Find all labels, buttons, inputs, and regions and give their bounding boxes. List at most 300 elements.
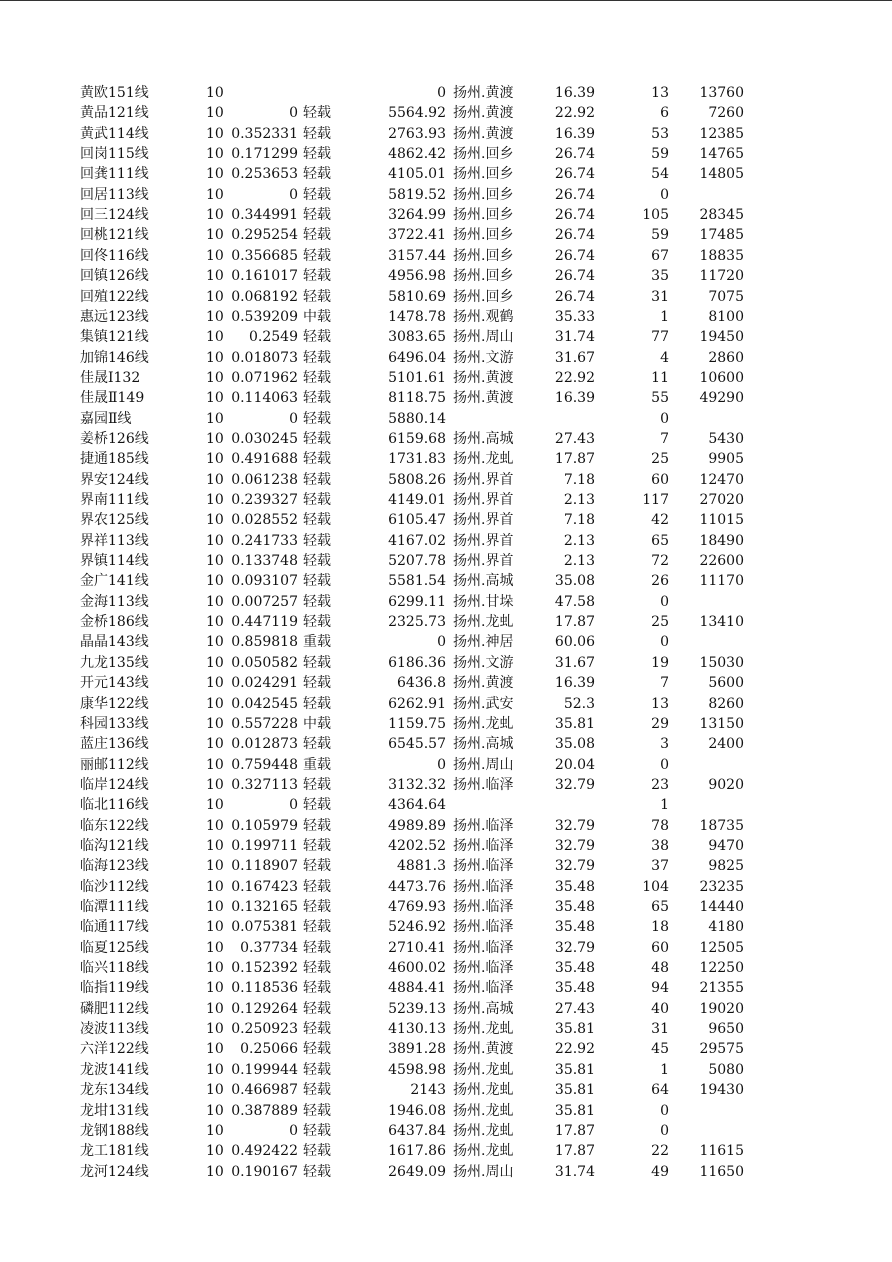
voltage-cell: 10 [206,512,224,529]
available-capacity-cell: 3083.65 [388,329,446,346]
load-rate-cell: 0.161017 [231,268,298,285]
table-row [0,632,892,652]
load-rate-cell: 0.387889 [231,1102,298,1119]
available-capacity-cell: 6299.11 [388,593,446,610]
table-row [0,470,892,490]
load-status-cell: 轻载 [303,899,331,915]
capacity-kva-cell: 7260 [708,105,744,122]
voltage-cell: 10 [206,125,224,142]
load-status-cell: 轻载 [303,675,331,692]
substation-cell: 扬州.龙虬 [453,614,514,631]
capacity-kva-cell: 29575 [699,1041,744,1058]
voltage-cell: 10 [206,1102,224,1119]
table-row [0,877,892,897]
transformer-count-cell: 0 [660,410,669,427]
distance-cell: 35.33 [554,308,595,325]
available-capacity-cell: 2763.93 [388,125,446,142]
table-row [0,836,892,856]
line-name-cell: 临通117线 [80,919,149,936]
load-status-cell [303,83,339,103]
table-row [0,1162,892,1182]
load-rate-cell: 0.327113 [231,776,298,793]
voltage-cell: 10 [206,186,224,203]
transformer-count-cell: 54 [651,166,669,183]
line-name-cell: 科园133线 [80,715,149,732]
line-name-cell: 界农125线 [80,512,149,529]
load-status-cell: 轻载 [303,878,331,895]
load-status-cell: 轻载 [303,288,331,305]
table-row [0,1121,892,1141]
distance-cell: 26.74 [554,268,595,285]
load-rate-cell: 0.491688 [231,451,298,468]
table-row [0,164,892,184]
capacity-kva-cell: 5600 [708,675,744,692]
available-capacity-cell: 5880.14 [388,410,446,427]
table-row [0,755,892,775]
load-rate-cell: 0 [289,1122,298,1139]
line-name-cell: 黄品121线 [80,105,149,122]
line-name-cell: 加锦146线 [80,349,149,366]
load-status-cell: 轻载 [303,1143,331,1160]
available-capacity-cell: 1478.78 [388,308,446,325]
distance-cell: 16.39 [554,125,595,142]
capacity-kva-cell: 7075 [708,288,744,305]
load-status-cell: 轻载 [303,125,331,142]
line-name-cell: 回镇126线 [80,268,149,285]
transformer-count-cell: 59 [651,146,669,163]
load-rate-cell: 0.239327 [231,492,298,508]
transformer-count-cell: 38 [651,837,669,854]
line-name-cell: 晶晶143线 [80,634,149,651]
capacity-kva-cell: 18835 [699,247,744,264]
distance-cell: 17.87 [554,614,595,631]
load-rate-cell: 0.118536 [231,980,298,997]
capacity-kva-cell: 12505 [699,939,744,956]
transformer-count-cell: 25 [651,614,669,631]
available-capacity-cell: 3157.44 [388,247,446,264]
available-capacity-cell: 3132.32 [388,776,446,793]
load-status-cell: 轻载 [303,1041,331,1058]
available-capacity-cell: 4884.41 [388,980,446,997]
line-name-cell: 临潭111线 [80,899,149,915]
available-capacity-cell: 0 [437,634,446,651]
load-status-cell: 轻载 [303,654,331,671]
distance-cell: 60.06 [554,634,595,651]
distance-cell: 26.74 [554,227,595,244]
substation-cell: 扬州.黄渡 [453,390,514,407]
line-name-cell: 蓝庄136线 [80,736,149,753]
transformer-count-cell: 49 [651,1163,669,1180]
capacity-kva-cell: 49290 [699,390,744,407]
line-name-cell: 临夏125线 [80,939,149,956]
line-name-cell: 回殖122线 [80,288,149,305]
voltage-cell: 10 [206,390,224,407]
voltage-cell: 10 [206,308,224,325]
line-name-cell: 九龙135线 [80,654,149,671]
transformer-count-cell: 0 [660,186,669,203]
load-status-cell: 轻载 [303,817,331,834]
capacity-kva-cell: 13150 [699,715,744,732]
capacity-kva-cell: 18490 [699,532,744,549]
line-name-cell: 六洋122线 [80,1041,149,1058]
capacity-kva-cell: 14765 [699,146,744,163]
distance-cell: 52.3 [563,695,595,712]
substation-cell: 扬州.回乡 [453,268,514,285]
distance-cell: 16.39 [554,390,595,407]
capacity-kva-cell: 5430 [708,430,744,447]
voltage-cell: 10 [206,1163,224,1180]
table-row [0,1080,892,1100]
load-status-cell: 轻载 [303,430,331,447]
distance-cell: 35.48 [554,878,595,895]
table-row [0,917,892,937]
distance-cell: 31.74 [554,329,595,346]
voltage-cell: 10 [206,634,224,651]
substation-cell: 扬州.龙虬 [453,1122,514,1139]
load-rate-cell: 0.061238 [231,471,298,488]
distance-cell: 31.74 [554,1163,595,1180]
transformer-count-cell: 65 [651,899,669,915]
capacity-kva-cell: 2400 [708,736,744,753]
available-capacity-cell: 1159.75 [388,715,446,732]
line-name-cell: 龙坩131线 [80,1102,149,1119]
load-rate-cell: 0.042545 [231,695,298,712]
substation-cell: 扬州.黄渡 [453,675,514,692]
transformer-count-cell: 55 [651,390,669,407]
available-capacity-cell: 6186.36 [388,654,446,671]
capacity-kva-cell: 5080 [708,1061,744,1078]
capacity-kva-cell: 12470 [699,471,744,488]
load-status-cell: 轻载 [303,1061,331,1078]
table-row [0,795,892,815]
substation-cell: 扬州.临泽 [453,817,514,834]
table-row [0,775,892,795]
load-status-cell: 轻载 [303,329,331,346]
distance-cell: 32.79 [554,776,595,793]
voltage-cell: 10 [206,858,224,875]
substation-cell: 扬州.高城 [453,1000,514,1017]
load-rate-cell: 0.199944 [231,1061,298,1078]
transformer-count-cell: 0 [660,634,669,651]
transformer-count-cell: 7 [660,430,669,447]
line-name-cell: 临东122线 [80,817,149,834]
table-row [0,673,892,693]
line-name-cell: 康华122线 [80,695,149,712]
substation-cell: 扬州.回乡 [453,166,514,183]
load-status-cell: 重载 [303,634,331,651]
load-rate-cell: 0.118907 [231,858,298,875]
load-rate-cell: 0.132165 [231,899,298,915]
available-capacity-cell: 5810.69 [388,288,446,305]
table-row [0,287,892,307]
load-status-cell: 轻载 [303,247,331,264]
voltage-cell: 10 [206,369,224,386]
line-name-cell: 磷肥112线 [80,1000,149,1017]
distance-cell: 35.81 [554,1102,595,1119]
load-rate-cell: 0.253653 [231,166,298,183]
voltage-cell: 10 [206,553,224,570]
available-capacity-cell: 5819.52 [388,186,446,203]
table-row [0,246,892,266]
voltage-cell: 10 [206,1061,224,1078]
distance-cell: 26.74 [554,166,595,183]
load-rate-cell: 0.030245 [231,430,298,447]
load-status-cell: 轻载 [303,1082,331,1099]
load-status-cell: 轻载 [303,451,331,468]
capacity-kva-cell: 9905 [708,451,744,468]
transformer-count-cell: 37 [651,858,669,875]
capacity-kva-cell: 15030 [699,654,744,671]
load-rate-cell: 0.447119 [231,614,298,631]
available-capacity-cell: 0 [437,85,446,101]
capacity-kva-cell: 8100 [708,308,744,325]
available-capacity-cell: 6436.8 [397,675,446,692]
load-status-cell: 轻载 [303,186,331,203]
transformer-count-cell: 105 [642,207,669,224]
load-rate-cell: 0.352331 [231,125,298,142]
line-name-cell: 龙工181线 [80,1143,149,1160]
available-capacity-cell: 5808.26 [388,471,446,488]
load-rate-cell: 0.356685 [231,247,298,264]
capacity-kva-cell [680,185,744,205]
line-name-cell: 黄武114线 [80,125,149,142]
substation-cell: 扬州.龙虬 [453,1102,514,1119]
line-name-cell: 金广141线 [80,573,149,590]
available-capacity-cell: 4473.76 [388,878,446,895]
substation-cell: 扬州.回乡 [453,146,514,163]
substation-cell [453,409,523,429]
voltage-cell: 10 [206,1041,224,1058]
load-status-cell: 轻载 [303,207,331,224]
line-name-cell: 界祥113线 [80,532,149,549]
available-capacity-cell: 8118.75 [388,390,446,407]
capacity-kva-cell: 14805 [699,166,744,183]
capacity-kva-cell: 19450 [699,329,744,346]
table-row [0,999,892,1019]
voltage-cell: 10 [206,247,224,264]
voltage-cell: 10 [206,227,224,244]
table-row [0,1101,892,1121]
line-name-cell: 回佟116线 [80,247,149,264]
available-capacity-cell: 4149.01 [388,492,446,508]
table-row [0,490,892,510]
capacity-kva-cell: 11720 [699,268,744,285]
load-status-cell: 轻载 [303,1000,331,1017]
substation-cell: 扬州.神居 [453,634,514,651]
available-capacity-cell: 4862.42 [388,146,446,163]
substation-cell: 扬州.高城 [453,430,514,447]
voltage-cell: 10 [206,1082,224,1099]
distance-cell: 26.74 [554,288,595,305]
substation-cell: 扬州.临泽 [453,980,514,997]
load-status-cell: 轻载 [303,1102,331,1119]
load-status-cell: 轻载 [303,858,331,875]
available-capacity-cell: 3722.41 [388,227,446,244]
voltage-cell: 10 [206,817,224,834]
line-name-cell: 惠远123线 [80,308,149,325]
distance-cell: 2.13 [563,492,595,508]
table-row [0,592,892,612]
substation-cell: 扬州.临泽 [453,960,514,977]
distance-cell: 7.18 [563,471,595,488]
transformer-count-cell: 0 [660,756,669,773]
substation-cell: 扬州.临泽 [453,939,514,956]
capacity-kva-cell: 4180 [708,919,744,936]
distance-cell: 17.87 [554,451,595,468]
substation-cell: 扬州.临泽 [453,776,514,793]
capacity-kva-cell: 11170 [699,573,744,590]
table-row [0,348,892,368]
line-name-cell: 龙河124线 [80,1163,149,1180]
table-row [0,124,892,144]
line-name-cell: 龙钢188线 [80,1122,149,1139]
voltage-cell: 10 [206,85,224,101]
transformer-count-cell: 18 [651,919,669,936]
line-name-cell: 金海113线 [80,593,149,610]
transformer-count-cell: 13 [651,695,669,712]
load-rate-cell: 0.759448 [231,756,298,773]
line-name-cell: 回桃121线 [80,227,149,244]
load-rate-cell: 0 [289,186,298,203]
available-capacity-cell: 5246.92 [388,919,446,936]
load-status-cell: 中载 [303,308,331,325]
load-status-cell: 轻载 [303,695,331,712]
voltage-cell: 10 [206,837,224,854]
line-name-cell: 龙东134线 [80,1082,149,1099]
transformer-count-cell: 31 [651,288,669,305]
distance-cell: 32.79 [554,858,595,875]
available-capacity-cell: 3891.28 [388,1041,446,1058]
load-rate-cell: 0.344991 [231,207,298,224]
substation-cell: 扬州.界首 [453,553,514,570]
table-row [0,83,892,103]
voltage-cell: 10 [206,1000,224,1017]
substation-cell: 扬州.回乡 [453,207,514,224]
load-rate-cell: 0.018073 [231,349,298,366]
load-status-cell: 轻载 [303,960,331,977]
load-status-cell: 轻载 [303,227,331,244]
transformer-count-cell: 77 [651,329,669,346]
load-status-cell: 轻载 [303,492,331,508]
capacity-kva-cell: 11015 [699,512,744,529]
voltage-cell: 10 [206,146,224,163]
capacity-kva-cell: 11650 [699,1163,744,1180]
transformer-count-cell: 0 [660,593,669,610]
substation-cell: 扬州.武安 [453,695,514,712]
distance-cell: 35.81 [554,1061,595,1078]
available-capacity-cell: 4956.98 [388,268,446,285]
load-rate-cell: 0.492422 [231,1143,298,1160]
load-status-cell: 轻载 [303,980,331,997]
distance-cell: 35.81 [554,1021,595,1038]
line-name-cell: 回三124线 [80,207,149,224]
substation-cell: 扬州.龙虬 [453,1082,514,1099]
transformer-count-cell: 22 [651,1143,669,1160]
load-status-cell: 轻载 [303,166,331,183]
table-row [0,816,892,836]
load-status-cell: 轻载 [303,736,331,753]
load-rate-cell: 0.171299 [231,146,298,163]
line-name-cell: 临岸124线 [80,776,149,793]
table-row [0,103,892,123]
substation-cell [453,795,523,815]
transformer-count-cell: 104 [642,878,669,895]
substation-cell: 扬州.周山 [453,1163,514,1180]
transformer-count-cell: 19 [651,654,669,671]
line-name-cell: 金桥186线 [80,614,149,631]
load-rate-cell: 0.25066 [240,1041,298,1058]
load-rate-cell: 0.068192 [231,288,298,305]
available-capacity-cell: 2325.73 [388,614,446,631]
voltage-cell: 10 [206,349,224,366]
table-row [0,409,892,429]
load-status-cell: 轻载 [303,553,331,570]
table-row [0,144,892,164]
table-row [0,449,892,469]
table-row [0,1039,892,1059]
load-rate-cell: 0.050582 [231,654,298,671]
substation-cell: 扬州.临泽 [453,899,514,915]
transformer-count-cell: 25 [651,451,669,468]
available-capacity-cell: 6437.84 [388,1122,446,1139]
capacity-kva-cell: 28345 [699,207,744,224]
capacity-kva-cell: 19020 [699,1000,744,1017]
distance-cell: 16.39 [554,85,595,101]
available-capacity-cell: 5564.92 [388,105,446,122]
distance-cell: 31.67 [554,654,595,671]
table-row [0,225,892,245]
substation-cell: 扬州.临泽 [453,837,514,854]
transformer-count-cell: 1 [660,797,669,814]
load-rate-cell: 0.071962 [231,369,298,386]
load-status-cell: 轻载 [303,939,331,956]
transformer-count-cell: 1 [660,1061,669,1078]
load-rate-cell: 0.199711 [231,837,298,854]
load-rate-cell: 0.250923 [231,1021,298,1038]
load-rate-cell: 0.093107 [231,573,298,590]
load-status-cell: 轻载 [303,146,331,163]
voltage-cell: 10 [206,410,224,427]
table-row [0,307,892,327]
capacity-kva-cell: 12250 [699,960,744,977]
available-capacity-cell: 2710.41 [388,939,446,956]
substation-cell: 扬州.黄渡 [453,85,514,101]
transformer-count-cell: 26 [651,573,669,590]
voltage-cell: 10 [206,1143,224,1160]
transformer-count-cell: 67 [651,247,669,264]
line-name-cell: 界安124线 [80,471,149,488]
available-capacity-cell: 4202.52 [388,837,446,854]
distance-cell: 32.79 [554,817,595,834]
line-name-cell: 临兴118线 [80,960,149,977]
available-capacity-cell: 4881.3 [397,858,446,875]
table-row [0,694,892,714]
capacity-kva-cell: 21355 [699,980,744,997]
line-name-cell: 丽邮112线 [80,756,149,773]
table-row [0,897,892,917]
table-row [0,429,892,449]
load-rate-cell: 0.028552 [231,512,298,529]
load-status-cell: 轻载 [303,1163,331,1180]
available-capacity-cell: 5101.61 [388,369,446,386]
available-capacity-cell: 4769.93 [388,899,446,915]
load-rate-cell: 0.241733 [231,532,298,549]
distance-cell: 22.92 [554,105,595,122]
page-top-border [0,0,892,1]
voltage-cell: 10 [206,614,224,631]
load-rate-cell: 0.133748 [231,553,298,570]
line-name-cell: 龙波141线 [80,1061,149,1078]
